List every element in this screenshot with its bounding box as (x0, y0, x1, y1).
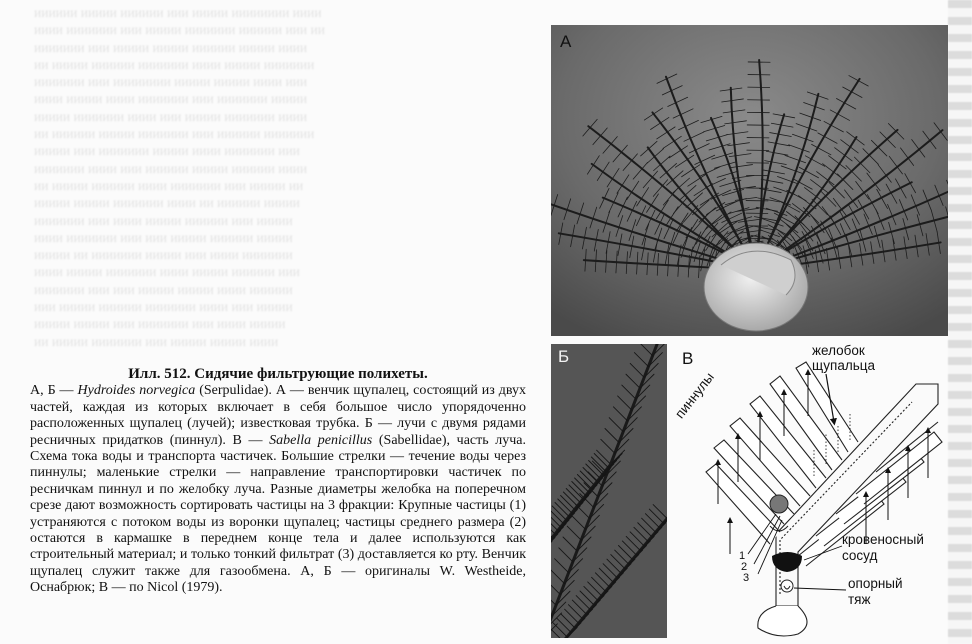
panel-label-a: А (560, 32, 572, 51)
label-support-cord-line2: тяж (848, 592, 871, 607)
pinnules-illustration (551, 344, 667, 638)
panel-label-b: Б (558, 347, 570, 366)
bleed-through-edge (948, 0, 972, 644)
caption-part-3: (Sabellidae), часть луча. Схема тока воды и транспорта частичек. Большие стрелки — течение воды через пиннулы; маленькие стрелки — направление транспортировки частичек по ресничкам пиннул и по желобку луча. Разные диаметры желобка на поперечном срезе дают возможность сортировать частицы на 3 фракции: Крупные частицы (1) устраняются с потоком воды из воронки щупалец; частицы среднего размера (2) остаются в кармашке в переднем конце тела и далее используются как строительный материал; и только тонкий фильтрат (3) доставляется ко рту. Венчик щупалец служит также для газообмена. А, Б — оригиналы W. Westheide, Оснабрюк; В — по Nicol (1979). (30, 432, 527, 596)
label-support-cord-line1: опорный (848, 576, 903, 591)
figure-title: Сидячие фильтрующие полихеты. (194, 366, 428, 382)
caption-species-1: Hydroides norvegica (77, 383, 196, 399)
panel-label-c: В (682, 349, 694, 368)
figure-number: Илл. 512. (128, 366, 191, 382)
label-pinnules: пиннулы (672, 369, 717, 422)
caption-species-2: Sabella penicillus (269, 432, 373, 448)
fraction-number-2: 2 (741, 561, 748, 573)
caption-part-2: (Serpulidae). А — венчик щупалец, состоящий из двух частей, каждая из которых включает в себя большое число упорядоченно расположенных щупалец (лучей); известковая трубка. Б — лучи с двумя рядами ресничных придатков (пиннул). В — (30, 383, 526, 448)
label-groove-line2: щупальца (812, 358, 875, 373)
fraction-number-1: 1 (739, 550, 746, 562)
tentacle-ray-schematic (676, 344, 948, 640)
photo-b-pinnules (551, 344, 667, 638)
photo-a-tentacle-crown (551, 25, 948, 336)
bleed-through-text: ииииии иииии ииииии иии иииии ииииииии ииии ииии иииииии иии иииии иииииии ииииии иии ии иииииии иии иииии иииии ииииии иииии ииии ии иииии ииииии иииииии ииии иииии иииииии иииииии иии ииииииии иииии иииии ииии иии ииии иииии ииии иииииии иии иииииии иииии иииии иииииии ииии иии иииии иииииии ииии ии ииииии иииии иииииии иии ииииии иииииии иииии иии иииииии иииии ииии иииииии иии иииииии ииии иии ииииии иииии ииииии ииии ии иииии ииииии ииии иииииии иии иииии ии иииии иииии иииииии ииии ии ииииии иииии иииииии иии ииии иииии ииииии иии иииии ииии иииииии иии иии иииии ииииии иииии иииии ии иииииии иииии иии ииии иииииии ииии иииии иииииии ииии иииии ииииии иии иииииии иии иии иииии иииии ииии ииииии иии иииии ииииии иииииии ииии иии иииии иииии иииии иии иииииии иии ииии иииии ии иииии иииииии иии иииии иииии ииии (34, 5, 325, 349)
label-groove-line1: желобок (812, 343, 865, 358)
caption-part-1: А, Б — (30, 383, 78, 399)
caption-heading (30, 366, 526, 382)
fraction-number-3: 3 (743, 572, 750, 584)
tentacle-crown-illustration (551, 25, 948, 336)
figure-caption (30, 366, 526, 597)
label-blood-vessel-line2: сосуд (842, 548, 878, 563)
label-blood-vessel-line1: кровеносный (842, 532, 924, 547)
